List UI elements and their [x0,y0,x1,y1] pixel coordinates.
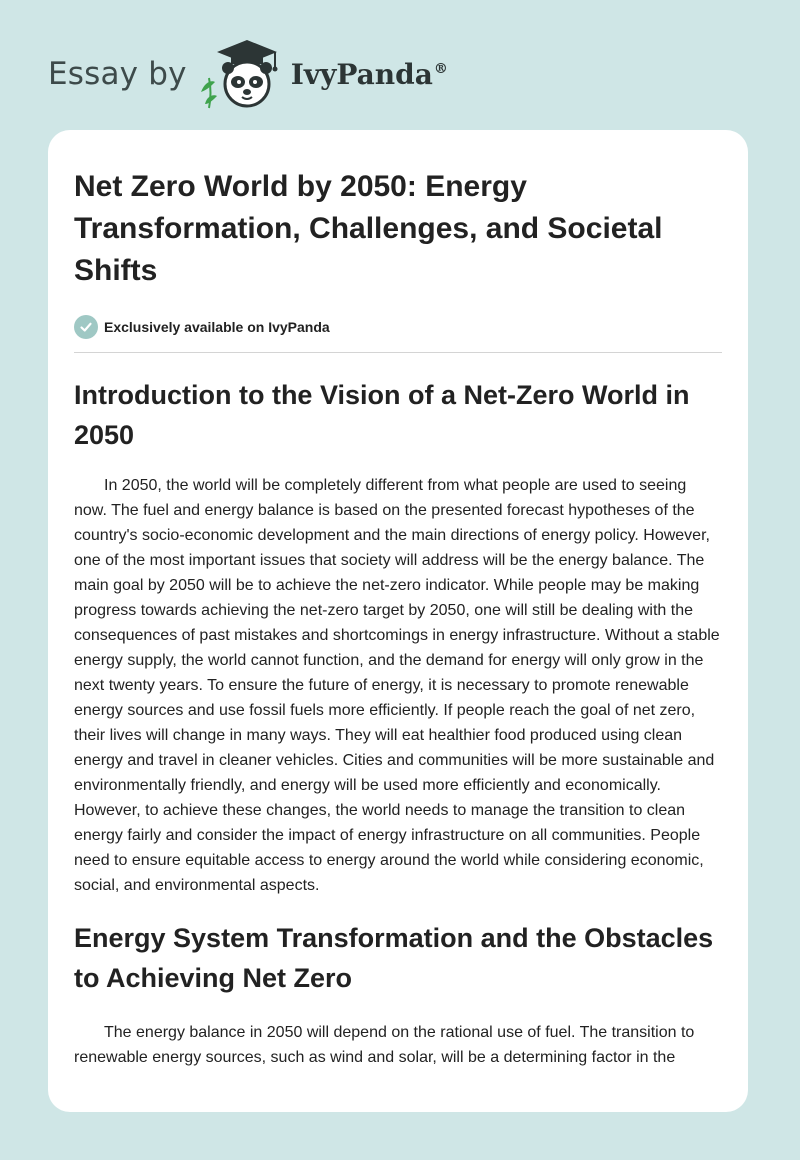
exclusive-label: Exclusively available on IvyPanda [104,319,330,335]
brand-header[interactable] [48,34,448,114]
section-paragraph: In 2050, the world will be completely different from what people are used to seeing now. The fuel and energy balance is based on the presented forecast hypotheses of the country's socio-economic development and the main directions of energy policy. However, one of the most important issues that society will address will be the energy balance. The main goal by 2050 will be to achieve the net-zero indicator. While people may be making progress towards achieving the net-zero target by 2050, one will still be dealing with the consequences of past mistakes and shortcomings in energy infrastructure. Without a stable energy supply, the world cannot function, and the demand for energy will only grow in the next twenty years. To ensure the future of energy, it is necessary to promote renewable energy sources and use fossil fuels more efficiently. If people reach the goal of net zero, their lives will change in many ways. They will eat healthier food produced using clean energy and travel in cleaner vehicles. Cities and communities will be more sustainable and environmentally friendly, and energy will be used more efficiently and economically. However, to achieve these changes, the world needs to manage the transition to clean energy fairly and consider the impact of energy infrastructure on all communities. People need to ensure equitable access to energy around the world while considering economic, social, and environmental aspects. [74,477,720,894]
essay-card [48,130,748,1112]
graduation-panda-icon [197,38,289,110]
section-heading: Energy System Transformation and the Obstacles to Achieving Net Zero [74,923,714,993]
essay-title: Net Zero World by 2050: Energy Transformation, Challenges, and Societal Shifts [74,170,663,287]
check-icon [74,315,98,339]
brand-name: IvyPanda® [290,57,448,91]
exclusive-badge [74,314,722,340]
section-heading: Introduction to the Vision of a Net-Zero World in 2050 [74,380,690,450]
section-paragraph: The energy balance in 2050 will depend on the rational use of fuel. The transition to renewable energy sources, such as wind and solar, will be a determining factor in the [74,1024,695,1066]
divider [74,352,722,353]
brand-prefix: Essay by [48,56,187,92]
